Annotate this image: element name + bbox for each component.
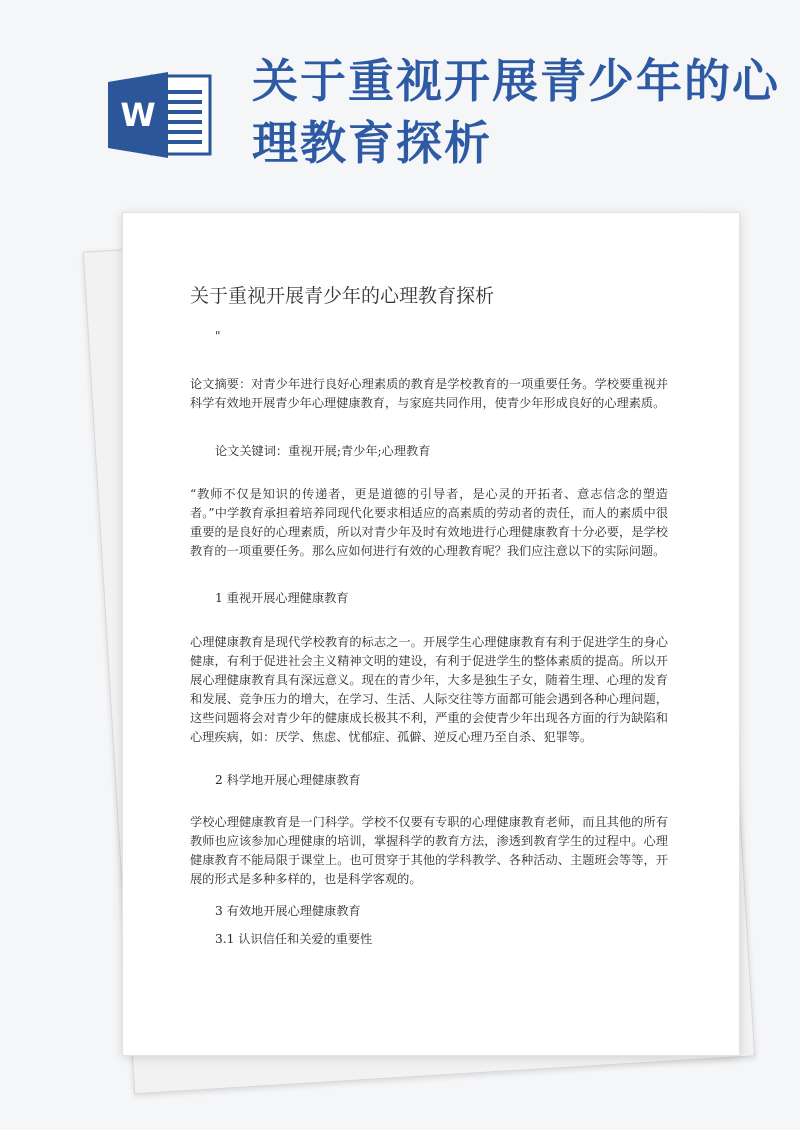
keywords-line: 论文关键词：重视开展;青少年;心理教育: [215, 444, 431, 458]
word-document-icon: [108, 72, 212, 158]
section-2-body: 学校心理健康教育是一门科学。学校不仅要有专职的心理健康教育老师，而且其他的所有教师也应该参加心理健康的培训，掌握科学的教育方法，渗透到教育学生的过程中。心理健康教育不能局限于课堂上。也可贯穿于其他的学科教学、各种活动、主题班会等等，开展的形式是多种多样的，也是科学客观的。: [190, 815, 668, 886]
intro-paragraph: “教师不仅是知识的传递者，更是道德的引导者，是心灵的开拓者、意志信念的塑造者。”中学教育承担着培养同现代化要求相适应的高素质的劳动者的责任，而人的素质中很重要的是良好的心理素质，所以对青少年及时有效地进行心理健康教育十分必要，是学校教育的一项重要任务。那么应如何进行有效的心理教育呢？我们应注意以下的实际问题。: [190, 487, 668, 558]
section-3-1-heading: 3.1 认识信任和关爱的重要性: [215, 932, 373, 946]
section-3-heading: 3 有效地开展心理健康教育: [215, 904, 361, 918]
section-1-body: 心理健康教育是现代学校教育的标志之一。开展学生心理健康教育有利于促进学生的身心健康，有利于促进社会主义精神文明的建设，有利于促进学生的整体素质的提高。所以开展心理健康教育具有深远意义。现在的青少年，大多是独生子女，随着生理、心理的发育和发展、竞争压力的增大，在学习、生活、人际交往等方面都可能会遇到各种心理问题，这些问题将会对青少年的健康成长极其不利，严重的会使青少年出现各方面的行为缺陷和心理疾病，如：厌学、焦虑、忧郁症、孤僻、逆反心理乃至自杀、犯罪等。: [190, 635, 668, 744]
section-2-heading: 2 科学地开展心理健康教育: [215, 773, 361, 787]
svg-text:W: W: [120, 96, 156, 134]
document-page: [122, 212, 740, 1056]
page-header: [0, 0, 800, 210]
page-title: 关于重视开展青少年的心理教育探析: [252, 54, 780, 170]
document-title: 关于重视开展青少年的心理教育探析: [190, 285, 495, 307]
abstract-paragraph: 论文摘要：对青少年进行良好心理素质的教育是学校教育的一项重要任务。学校要重视并科学有效地开展青少年心理健康教育，与家庭共同作用，使青少年形成良好的心理素质。: [190, 377, 668, 410]
section-1-heading: 1 重视开展心理健康教育: [215, 591, 349, 605]
quote-mark: ": [215, 329, 221, 343]
